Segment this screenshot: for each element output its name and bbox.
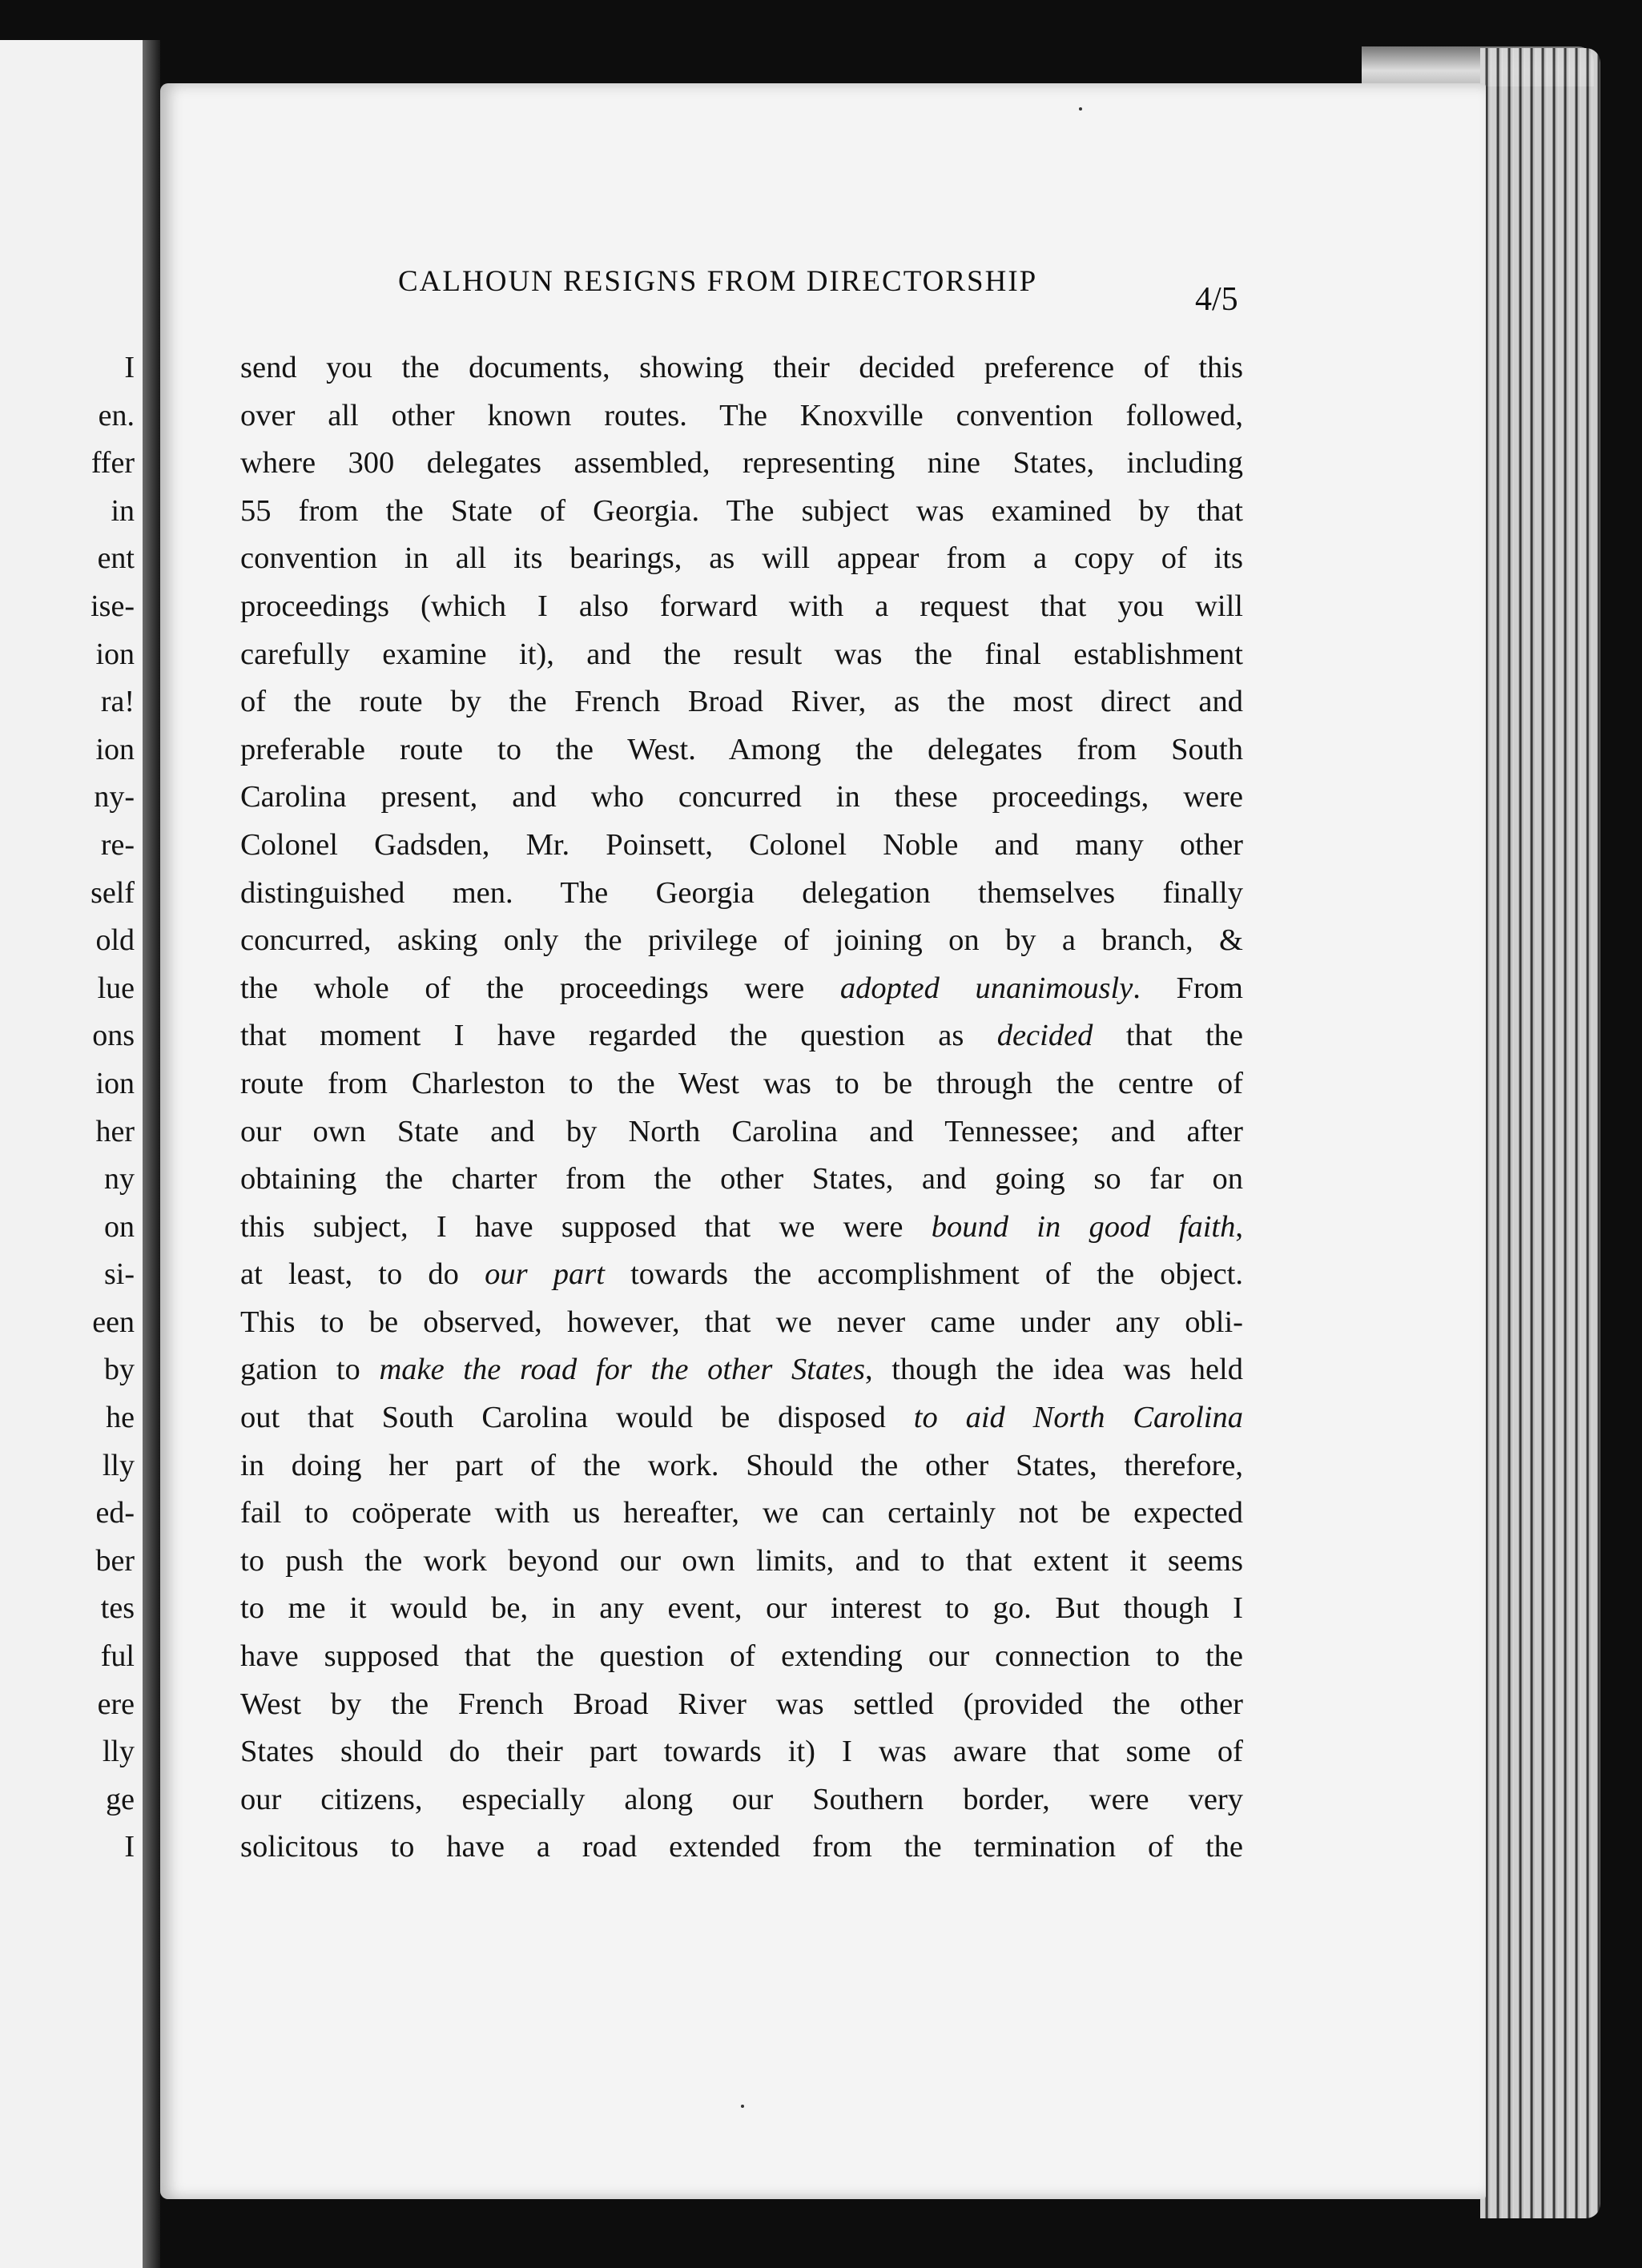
facing-page-fragment: re-: [100, 827, 135, 862]
text-line: [240, 392, 1243, 440]
running-head: CALHOUN RESIGNS FROM DIRECTORSHIP: [398, 265, 1038, 298]
text-run: where 300 delegates assembled, representing nine States, including: [240, 446, 1243, 481]
facing-page-fragment: ise-: [91, 589, 135, 623]
italic-phrase: to aid North Carolina: [913, 1401, 1243, 1435]
italic-phrase: decided: [996, 1019, 1093, 1053]
text-line: [240, 1012, 1243, 1060]
dust-speck: [1079, 107, 1082, 111]
facing-page-fragment: ra!: [100, 685, 135, 719]
facing-page-fragment: ion: [95, 637, 135, 671]
text-run: obtaining the charter from the other States, and going so far on: [240, 1162, 1243, 1196]
text-run: carefully examine it), and the result was the final establishment: [240, 637, 1243, 671]
text-line: [240, 1442, 1243, 1490]
facing-page-fragment: ion: [95, 1066, 135, 1100]
text-line: [240, 870, 1243, 918]
text-run: that the: [1093, 1019, 1243, 1053]
text-run: towards the accomplishment of the object.: [604, 1257, 1243, 1292]
text-line: [240, 774, 1243, 822]
facing-page-fragment: her: [95, 1114, 135, 1148]
text-run: over all other known routes. The Knoxville convention followed,: [240, 398, 1243, 432]
facing-page-fragment: ny-: [94, 780, 135, 814]
text-line: [240, 344, 1243, 392]
text-line: [240, 965, 1243, 1013]
facing-page-fragment: ed-: [95, 1496, 135, 1530]
text-line: [240, 1251, 1243, 1299]
italic-phrase: make the road for the other States: [379, 1353, 865, 1387]
text-line: [240, 917, 1243, 965]
text-line: [240, 631, 1243, 679]
text-run: our own State and by North Carolina and Tennessee; and after: [240, 1114, 1243, 1148]
facing-page-fragment: lue: [97, 971, 135, 1005]
text-run: have supposed that the question of extending our connection to the: [240, 1639, 1243, 1674]
text-line: [240, 1585, 1243, 1633]
text-line: [240, 1394, 1243, 1442]
text-run: States should do their part towards it) I was aware that some of: [240, 1735, 1243, 1769]
text-line: [240, 1633, 1243, 1681]
text-run: This to be observed, however, that we never came under any obli-: [240, 1305, 1243, 1339]
facing-page-fragment: ere: [97, 1687, 135, 1721]
text-line: [240, 1346, 1243, 1394]
text-line: [240, 1681, 1243, 1729]
text-line: [240, 1299, 1243, 1347]
facing-page-text-fragments: [0, 344, 135, 1872]
facing-page-fragment: old: [95, 923, 135, 958]
text-run: route from Charleston to the West was to be through the centre of: [240, 1066, 1243, 1100]
text-line: [240, 583, 1243, 631]
text-run: 55 from the State of Georgia. The subject was examined by that: [240, 493, 1243, 528]
text-line: [240, 678, 1243, 726]
text-run: ,: [1235, 1209, 1243, 1244]
text-run: distinguished men. The Georgia delegation themselves finally: [240, 875, 1243, 910]
facing-page-fragment: ful: [100, 1639, 135, 1674]
text-line: [240, 535, 1243, 583]
text-run: out that South Carolina would be disposed: [240, 1401, 914, 1435]
facing-page-fragment: ons: [92, 1019, 135, 1053]
page-number: 4/5: [1195, 281, 1238, 318]
page-edges: [1480, 48, 1600, 2218]
facing-page-fragment: ny: [104, 1162, 135, 1196]
text-run: solicitous to have a road extended from the termination of the: [240, 1830, 1243, 1864]
text-line: [240, 1538, 1243, 1586]
text-run: of the route by the French Broad River, as the most direct and: [240, 685, 1243, 719]
text-line: [240, 1776, 1243, 1824]
text-run: at least, to do: [240, 1257, 485, 1292]
facing-page-fragment: ge: [106, 1782, 135, 1816]
text-run: the whole of the proceedings were: [240, 971, 840, 1005]
body-text: [240, 344, 1243, 1872]
text-run: preferable route to the West. Among the delegates from South: [240, 732, 1243, 766]
italic-phrase: bound in good faith: [931, 1209, 1236, 1244]
text-line: [240, 1490, 1243, 1538]
text-line: [240, 726, 1243, 774]
text-run: proceedings (which I also forward with a request that you will: [240, 589, 1243, 623]
italic-phrase: adopted unanimously: [839, 971, 1133, 1005]
facing-page-fragment: on: [104, 1209, 135, 1244]
text-run: send you the documents, showing their decided preference of this: [240, 351, 1243, 384]
text-line: [240, 1728, 1243, 1776]
text-run: Carolina present, and who concurred in these proceedings, were: [240, 780, 1243, 814]
facing-page-fragment: en.: [98, 398, 135, 432]
facing-page-fragment: ent: [97, 541, 135, 576]
book-gutter: [143, 40, 160, 2268]
facing-page-fragment: by: [104, 1353, 135, 1387]
text-run: concurred, asking only the privilege of joining on by a branch, &: [240, 923, 1243, 958]
text-run: to me it would be, in any event, our interest to go. But though I: [240, 1591, 1243, 1626]
facing-page-fragment: in: [111, 493, 135, 528]
text-line: [240, 1108, 1243, 1156]
facing-page-fragment: tes: [100, 1591, 135, 1626]
facing-page-fragment: he: [106, 1401, 135, 1435]
facing-page-fragment: I: [124, 351, 135, 384]
text-run: gation to: [240, 1353, 380, 1387]
text-run: to push the work beyond our own limits, and to that extent it seems: [240, 1543, 1243, 1578]
text-run: fail to coöperate with us hereafter, we can certainly not be expected: [240, 1496, 1243, 1530]
facing-page-fragment: lly: [102, 1735, 135, 1769]
facing-page-fragment: I: [124, 1830, 135, 1864]
text-line: [240, 1060, 1243, 1108]
text-run: that moment I have regarded the question as: [240, 1019, 997, 1053]
text-run: convention in all its bearings, as will appear from a copy of its: [240, 541, 1243, 576]
facing-page-fragment: ber: [95, 1543, 135, 1578]
facing-page-fragment: self: [91, 875, 135, 910]
dust-speck: [741, 2105, 744, 2108]
facing-page-fragment: ion: [95, 732, 135, 766]
text-run: our citizens, especially along our Southern border, were very: [240, 1782, 1243, 1816]
text-line: [240, 1204, 1243, 1252]
facing-page-fragment: si-: [104, 1257, 135, 1292]
text-line: [240, 488, 1243, 536]
text-run: Colonel Gadsden, Mr. Poinsett, Colonel Noble and many other: [240, 827, 1243, 862]
facing-page-fragment: ffer: [91, 446, 135, 481]
text-line: [240, 1824, 1243, 1872]
facing-page-fragment: een: [92, 1305, 135, 1339]
text-line: [240, 1156, 1243, 1204]
facing-page-fragment: lly: [102, 1448, 135, 1482]
italic-phrase: our part: [485, 1257, 605, 1292]
text-line: [240, 822, 1243, 870]
text-run: , though the idea was held: [864, 1353, 1243, 1387]
text-run: this subject, I have supposed that we were: [240, 1209, 932, 1244]
text-line: [240, 440, 1243, 488]
text-run: . From: [1133, 971, 1243, 1005]
text-run: in doing her part of the work. Should the other States, therefore,: [240, 1448, 1243, 1482]
text-run: West by the French Broad River was settled (provided the other: [240, 1687, 1243, 1721]
